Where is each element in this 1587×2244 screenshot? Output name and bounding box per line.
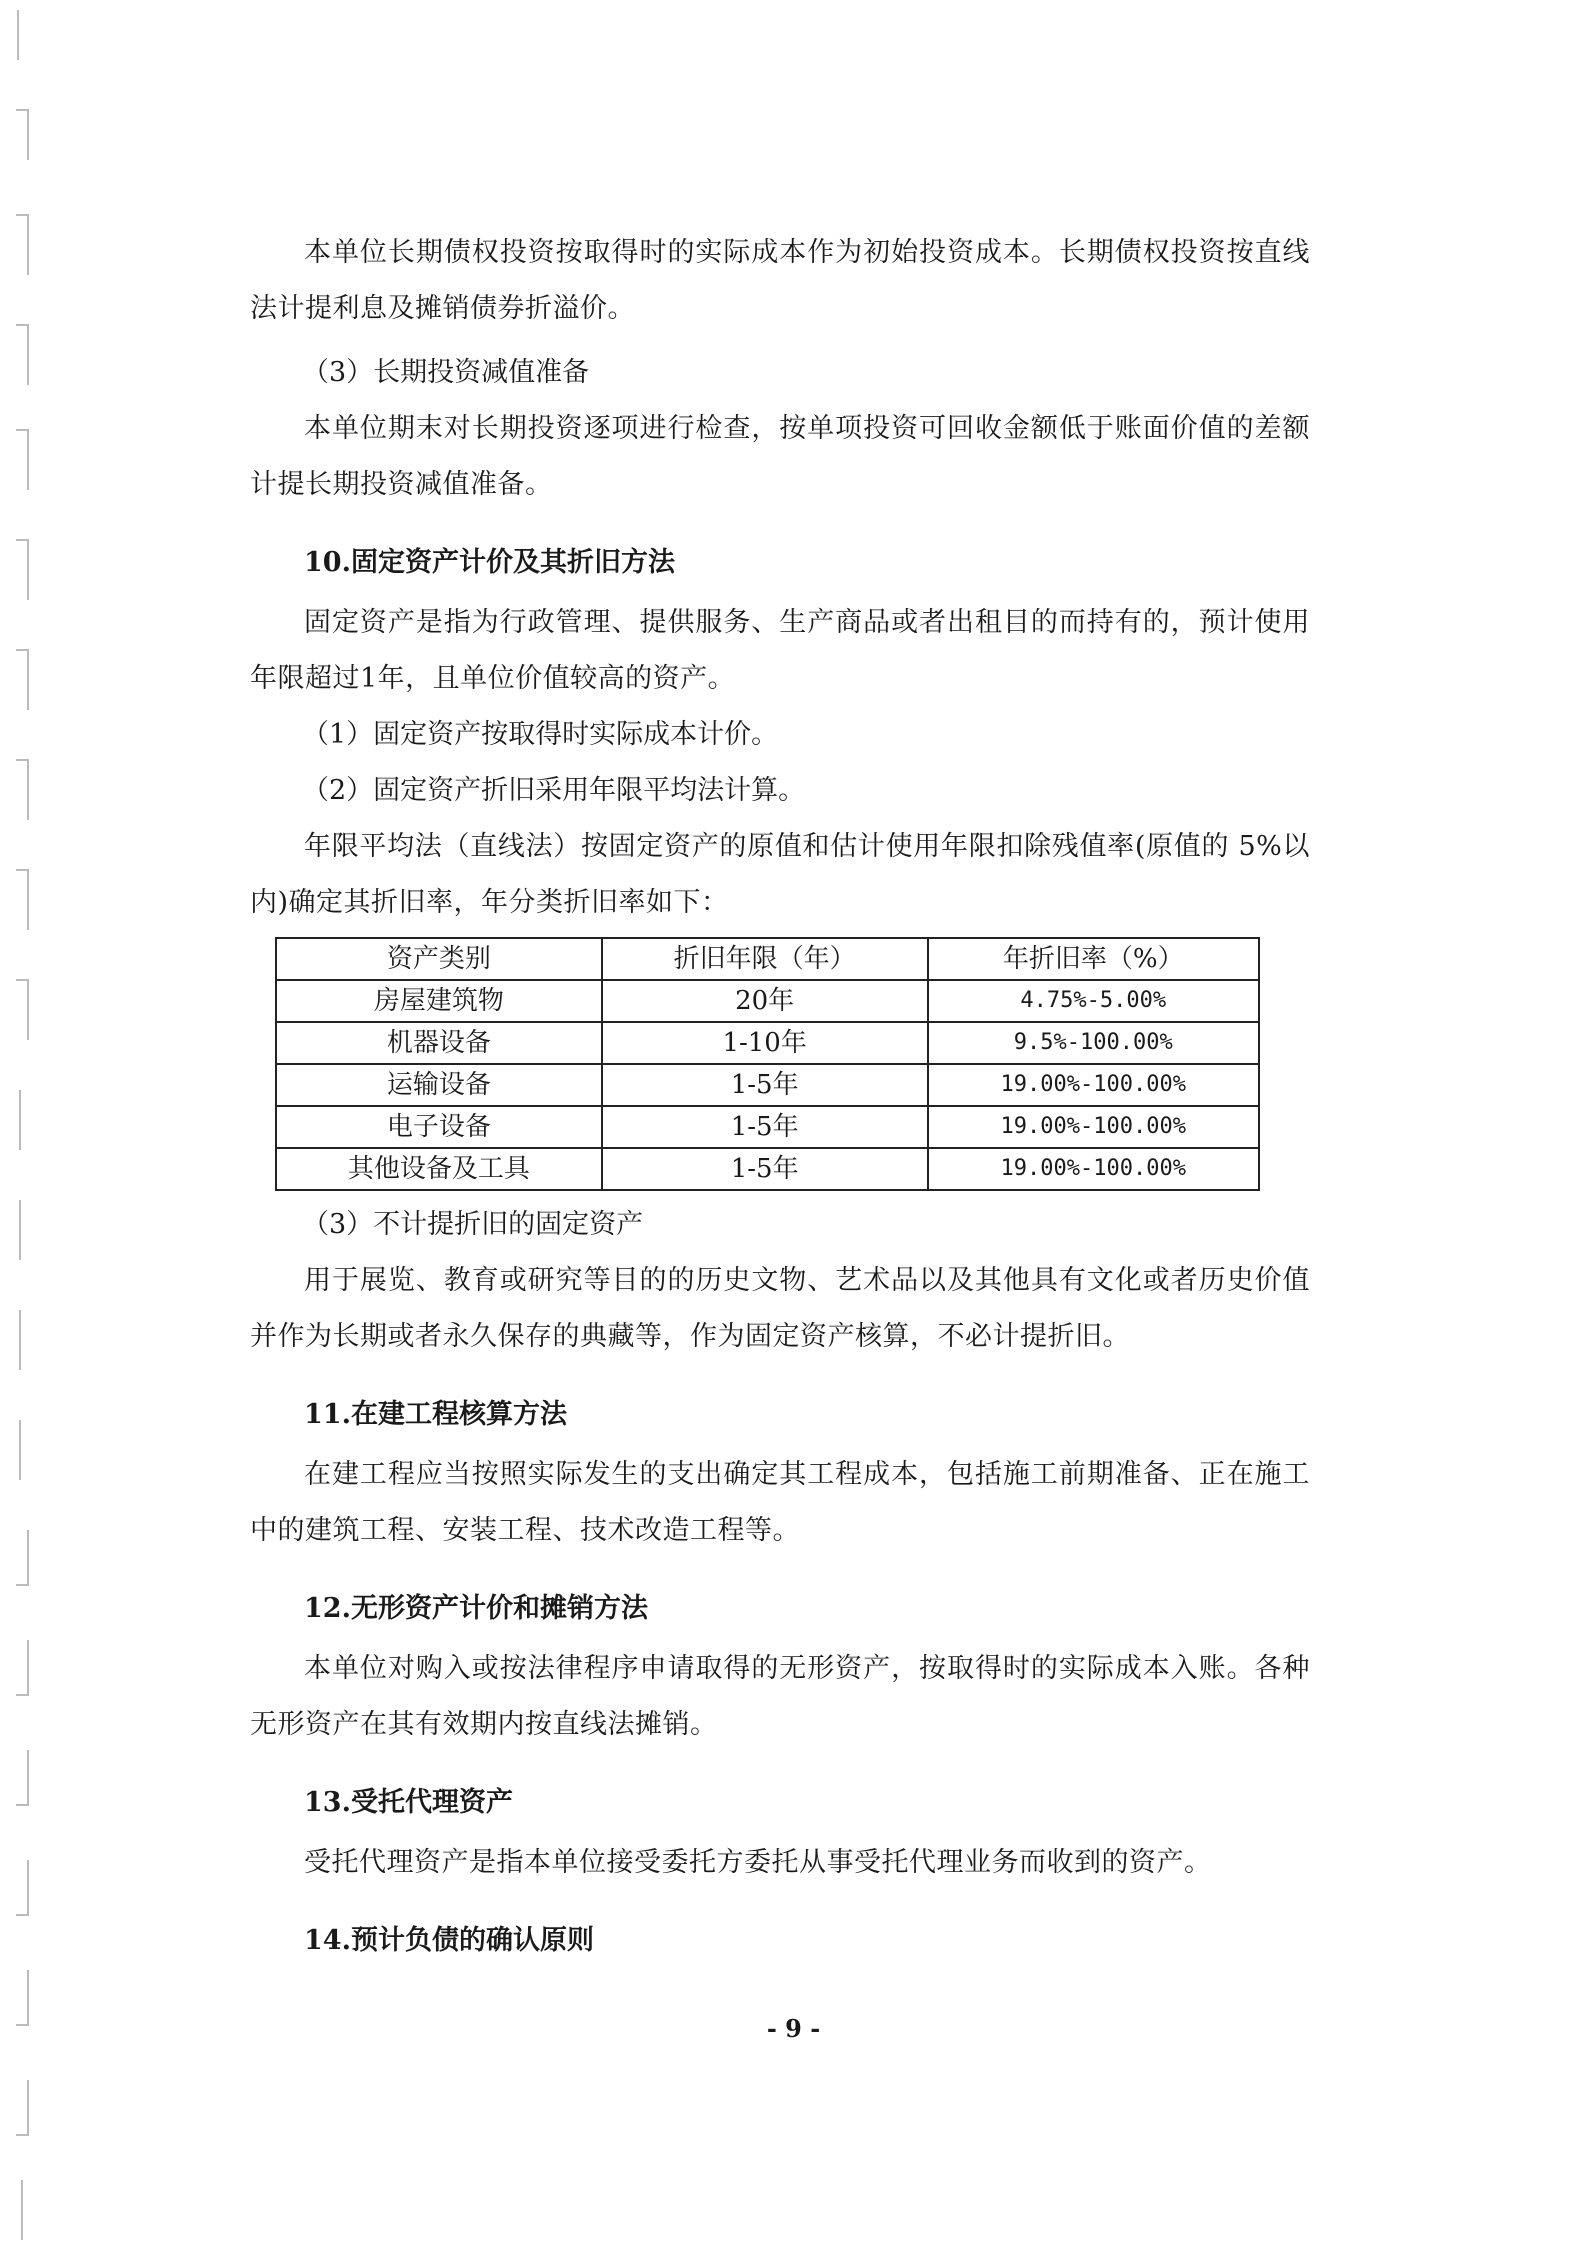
cell-rate: 4.75%-5.00% <box>928 980 1259 1022</box>
table-row <box>276 1106 1259 1148</box>
section-11-heading: 11.在建工程核算方法 <box>304 1399 567 1430</box>
section-10-item-3: （3）不计提折旧的固定资产 <box>302 1209 644 1240</box>
section-10-method: 年限平均法（直线法）按固定资产的原值和估计使用年限扣除残值率(原值的 5%以内)确定其折旧率，年分类折旧率如下： <box>250 831 1310 918</box>
table-header-row <box>276 938 1259 980</box>
binding-marks <box>0 0 60 2244</box>
cell-category: 运输设备 <box>276 1064 602 1106</box>
cell-category: 房屋建筑物 <box>276 980 602 1022</box>
section-10-item-2: （2）固定资产折旧采用年限平均法计算。 <box>302 775 806 806</box>
paragraph-impairment: 本单位期末对长期投资逐项进行检查，按单项投资可回收金额低于账面价值的差额计提长期投资减值准备。 <box>250 413 1310 500</box>
table-row <box>276 1064 1259 1106</box>
section-12-text: 本单位对购入或按法律程序申请取得的无形资产，按取得时的实际成本入账。各种无形资产在其有效期内按直线法摊销。 <box>250 1653 1310 1740</box>
table-row <box>276 980 1259 1022</box>
section-11-text: 在建工程应当按照实际发生的支出确定其工程成本，包括施工前期准备、正在施工中的建筑工程、安装工程、技术改造工程等。 <box>250 1459 1310 1546</box>
cell-years: 1-5年 <box>602 1148 928 1190</box>
header-rate: 年折旧率（%） <box>928 938 1259 980</box>
cell-years: 20年 <box>602 980 928 1022</box>
page-number: - 9 - <box>766 2014 821 2043</box>
cell-years: 1-10年 <box>602 1022 928 1064</box>
header-years: 折旧年限（年） <box>602 938 928 980</box>
cell-rate: 19.00%-100.00% <box>928 1106 1259 1148</box>
header-asset-category: 资产类别 <box>276 938 602 980</box>
cell-years: 1-5年 <box>602 1106 928 1148</box>
cell-category: 电子设备 <box>276 1106 602 1148</box>
section-13-heading: 13.受托代理资产 <box>304 1787 513 1818</box>
table-row <box>276 1022 1259 1064</box>
cell-rate: 9.5%-100.00% <box>928 1022 1259 1064</box>
cell-category: 其他设备及工具 <box>276 1148 602 1190</box>
cell-rate: 19.00%-100.00% <box>928 1064 1259 1106</box>
paragraph-long-term-debt: 本单位长期债权投资按取得时的实际成本作为初始投资成本。长期债权投资按直线法计提利息及摊销债券折溢价。 <box>250 237 1310 324</box>
subheading-impairment: （3）长期投资减值准备 <box>302 357 590 388</box>
section-10-intro: 固定资产是指为行政管理、提供服务、生产商品或者出租目的而持有的，预计使用年限超过1年，且单位价值较高的资产。 <box>250 607 1310 694</box>
cell-category: 机器设备 <box>276 1022 602 1064</box>
table-row <box>276 1148 1259 1190</box>
document-body <box>250 225 1310 1973</box>
section-10-item-1: （1）固定资产按取得时实际成本计价。 <box>302 719 779 750</box>
section-12-heading: 12.无形资产计价和摊销方法 <box>304 1593 648 1624</box>
section-14-heading: 14.预计负债的确认原则 <box>304 1925 594 1956</box>
depreciation-table <box>275 937 1260 1191</box>
section-10-heading: 10.固定资产计价及其折旧方法 <box>304 547 675 578</box>
cell-years: 1-5年 <box>602 1064 928 1106</box>
cell-rate: 19.00%-100.00% <box>928 1148 1259 1190</box>
section-13-text: 受托代理资产是指本单位接受委托方委托从事受托代理业务而收到的资产。 <box>304 1847 1212 1878</box>
section-10-item-3-text: 用于展览、教育或研究等目的的历史文物、艺术品以及其他具有文化或者历史价值并作为长期或者永久保存的典藏等，作为固定资产核算，不必计提折旧。 <box>250 1265 1310 1352</box>
